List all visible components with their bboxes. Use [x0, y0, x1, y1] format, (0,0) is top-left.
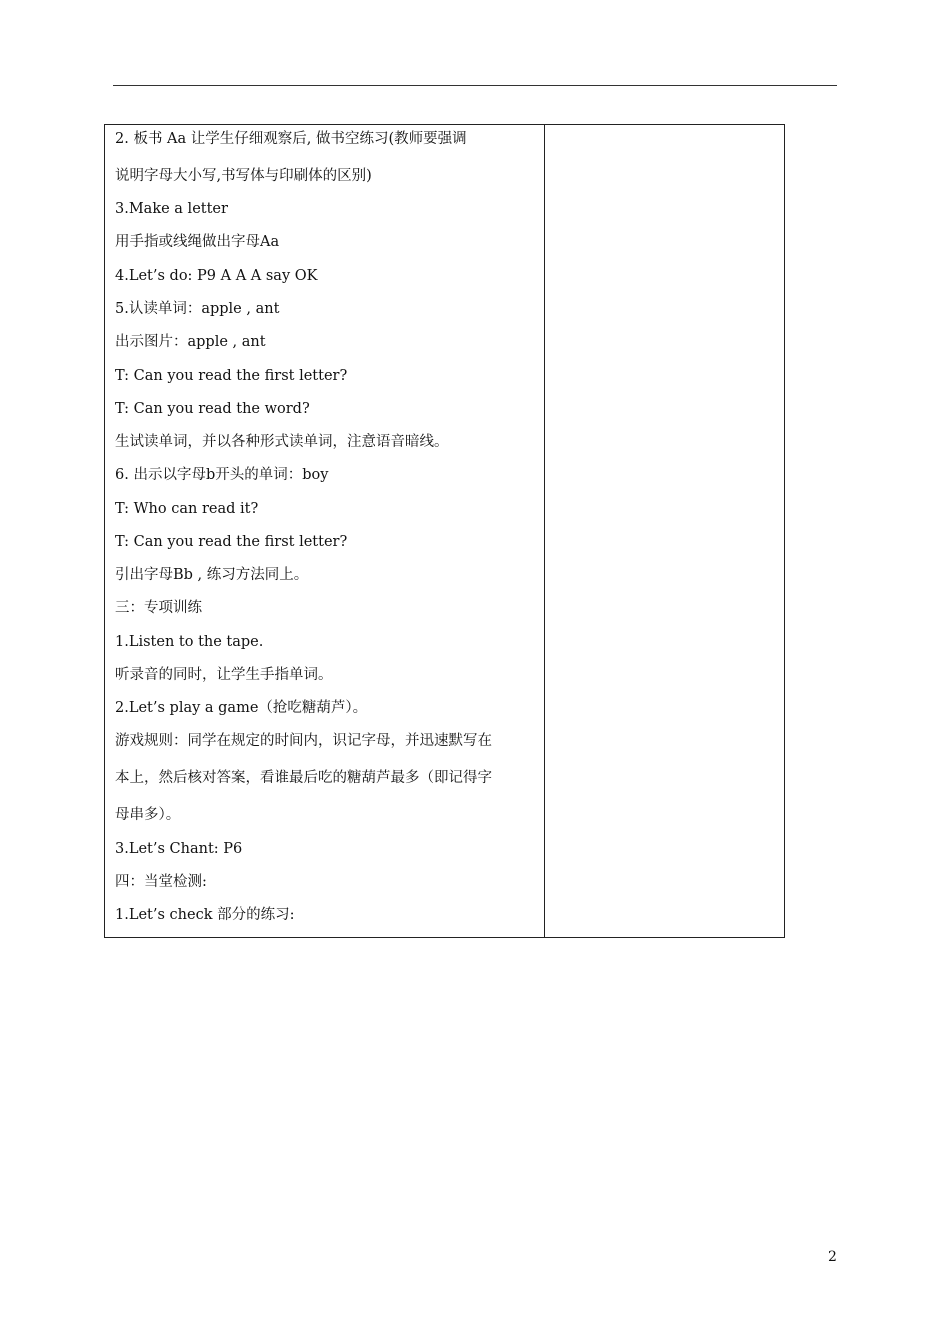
text-line: 母串多）。: [115, 807, 181, 823]
notes-column: [545, 125, 784, 937]
text-line: 本上，然后核对答案，看谁最后吃的糖葫芦最多（即记得字: [115, 770, 492, 786]
text-line: 1.Let’s check 部分的练习:: [115, 907, 295, 923]
text-line: 3.Make a letter: [115, 201, 228, 217]
text-line: 四：当堂检测:: [115, 874, 207, 890]
text-line: T: Can you read the word?: [115, 401, 310, 417]
text-line: T: Can you read the first letter?: [115, 534, 348, 550]
lesson-table: [104, 124, 785, 938]
text-line: 1.Listen to the tape.: [115, 634, 264, 650]
text-line: 2. 板书 Aa 让学生仔细观察后, 做书空练习(教师要强调: [115, 131, 467, 147]
text-line: 出示图片：apple , ant: [115, 334, 266, 350]
lesson-steps-column: [105, 125, 545, 937]
text-line: 三：专项训练: [115, 600, 202, 616]
text-line: 4.Let’s do: P9 A A A say OK: [115, 268, 318, 284]
text-line: T: Who can read it?: [115, 501, 259, 517]
text-line: 游戏规则：同学在规定的时间内，识记字母，并迅速默写在: [115, 733, 492, 749]
text-line: 听录音的同时，让学生手指单词。: [115, 667, 333, 683]
text-line: 3.Let’s Chant: P6: [115, 841, 243, 857]
text-line: 6. 出示以字母b开头的单词：boy: [115, 467, 329, 483]
text-line: 引出字母Bb , 练习方法同上。: [115, 567, 309, 583]
header-rule: [113, 85, 837, 86]
text-line: 生试读单词，并以各种形式读单词，注意语音暗线。: [115, 434, 449, 450]
text-line: 用手指或线绳做出字母Aa: [115, 234, 280, 250]
text-line: 5.认读单词：apple , ant: [115, 301, 280, 317]
text-line: 说明字母大小写,书写体与印刷体的区别): [115, 168, 372, 184]
text-line: 2.Let’s play a game（抢吃糖葫芦）。: [115, 700, 368, 716]
page-number: 2: [828, 1249, 837, 1265]
text-line: T: Can you read the first letter?: [115, 368, 348, 384]
